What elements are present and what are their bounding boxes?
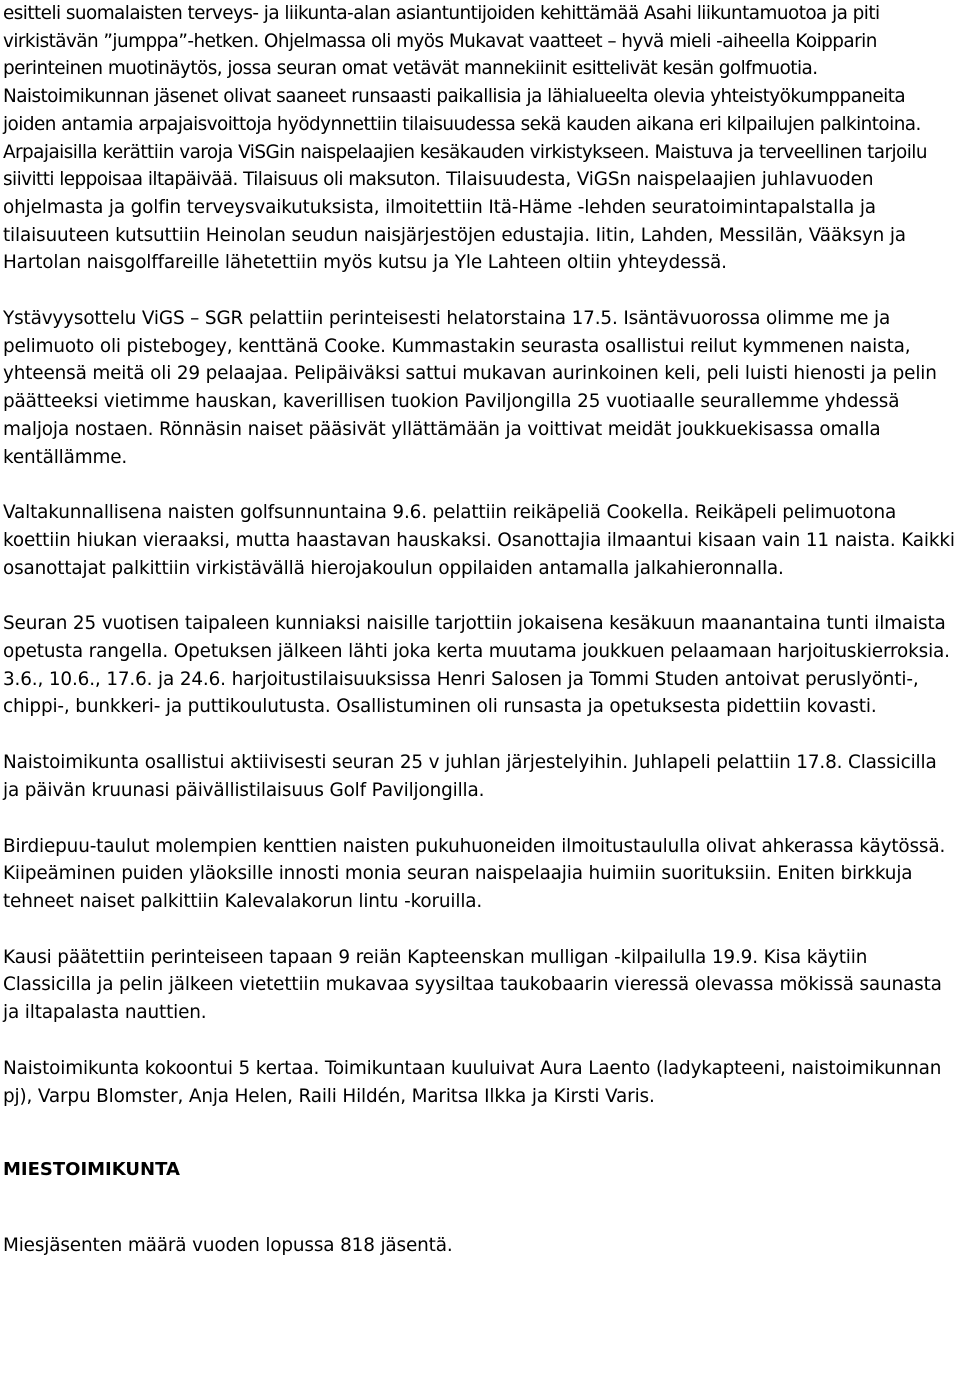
paragraph-gap <box>3 1027 958 1055</box>
paragraph-free-lessons: Seuran 25 vuotisen taipaleen kunniaksi naisille tarjottiin jokaisena kesäkuun maanantaina tunti ilmaista opetusta rangella. Opetuksen jälkeen lähti joka kerta muutama joukkuen pelaamaan harjoituskierroksia. 3.6., 10.6., 17.6. ja 24.6. harjoitustilaisuuksissa Henri Salosen ja Tommi Studen antoivat peruslyönti-, chippi-, bunkkeri- ja puttikoulutusta. Osallistuminen oli runsasta ja opetuksesta pidettiin kovasti. <box>3 613 950 718</box>
paragraph-spring-event-part-a: esitteli suomalaisten terveys- ja liikunta-alan asiantuntijoiden kehittämää Asahi liikuntamuotoa ja piti virkistävän ”jumppa”-hetken. Ohjelmassa oli myös Mukavat vaatteet – hyvä mieli -aiheella Koipparin perinteinen muotinäytös, jossa seuran omat vetävät mannekiinit esittelivät kesän golfmuotia. Naistoimikunnan jäsenet olivat saaneet runsaasti paikallisia ja lähialueelta olevia yhteistyökumppaneita joiden antamia arpajaisvoittoja hyödynnettiin tilaisuudessa sekä kauden aikana eri kilpailujen palkintoina. Arpajaisilla kerättiin varoja ViSGin naispelaajien kesäkauden virkistykseen. Maistuva ja terveellinen tarjoilu siivitti leppoisaa iltapäivää. Tilaisuus oli maksuton. <box>3 3 927 191</box>
paragraph-committee-members: Naistoimikunta kokoontui 5 kertaa. Toimikuntaan kuuluivat Aura Laento (ladykapteeni, naistoimikunnan pj), Varpu Blomster, Anja Helen, Raili Hildén, Maritsa Ilkka ja Kirsti Varis. <box>3 1057 942 1107</box>
paragraph-season-end: Kausi päätettiin perinteiseen tapaan 9 reiän Kapteenskan mulligan -kilpailulla 19.9. Kisa käytiin Classicilla ja pelin jälkeen vietettiin mukavaa syysiltaa taukobaarin vieressä olevassa mökissä saunasta ja iltapalasta nauttien. <box>3 946 942 1024</box>
section-heading: MIESTOIMIKUNTA <box>3 1159 180 1181</box>
paragraph-friendship-match: Ystävyysottelu ViGS – SGR pelattiin perinteisesti helatorstaina 17.5. Isäntävuorossa olimme me ja pelimuoto oli pistebogey, kenttänä Cooke. Kummastakin seurasta osallistui reilut kymmenen naista, yhteensä meitä oli 29 pelaajaa. Pelipäiväksi sattui mukavan aurinkoinen keli, peli luisti hienosti ja pelin päätteeksi vietimme hauskan, kaverillisen tuokion Paviljongilla 25 vuotiaalle seurallemme yhdessä maljoja nostaen. Rönnäsin naiset pääsivät yllättämään ja voittivat meidät joukkuekisassa omalla kentällämme. <box>3 308 937 468</box>
paragraph-gap <box>3 721 958 749</box>
paragraph-gap <box>3 1184 958 1232</box>
paragraph-anniversary: Naistoimikunta osallistui aktiivisesti seuran 25 v juhlan järjestelyihin. Juhlapeli pelattiin 17.8. Classicilla ja päivän kruunasi päivällistilaisuus Golf Paviljongilla. <box>3 752 937 801</box>
paragraph-birdie-tree: Birdiepuu-taulut molempien kenttien naisten pukuhuoneiden ilmoitustaululla olivat ahkerassa käytössä. Kiipeäminen puiden yläoksille innosti monia seuran naispelaajia huimiin suorituksiin. Eniten birkkuja tehneet naiset palkittiin Kalevalakorun lintu -koruilla. <box>3 835 946 912</box>
paragraph-golf-sunday: Valtakunnallisena naisten golfsunnuntaina 9.6. pelattiin reikäpeliä Cookella. Reikäpeli pelimuotona koettiin hiukan vieraaksi, mutta haastavan hauskaksi. Osanottajia ilmaantui kisaan vain 11 naista. Kaikki osanottajat palkittiin virkistävällä hierojakoulun oppilaiden antamalla jalkahieronnalla. <box>3 502 955 579</box>
paragraph-spring-event-part-b: Tilaisuudesta, ViGSn naispelaajien juhlavuoden ohjelmasta ja golfin terveysvaikutuksista, ilmoitettiin Itä-Häme -lehden seuratoimintapalstalla ja tilaisuuteen kutsuttiin Heinolan seudun naisjärjestöjen edustajia. Iitin, Lahden, Messilän, Vääksyn ja Hartolan naisgolffareille lähetettiin myös kutsu ja Yle Lahteen oltiin yhteydessä. <box>3 169 906 274</box>
section-member-count: Miesjäsenten määrä vuoden lopussa 818 jäsentä. <box>3 1234 453 1256</box>
paragraph-gap <box>3 582 958 610</box>
paragraph-gap <box>3 1110 958 1156</box>
paragraph-gap <box>3 277 958 305</box>
paragraph-gap <box>3 916 958 944</box>
document-page <box>3 0 958 1260</box>
paragraph-gap <box>3 805 958 833</box>
paragraph-gap <box>3 471 958 499</box>
paragraph-spring-event <box>3 0 958 277</box>
